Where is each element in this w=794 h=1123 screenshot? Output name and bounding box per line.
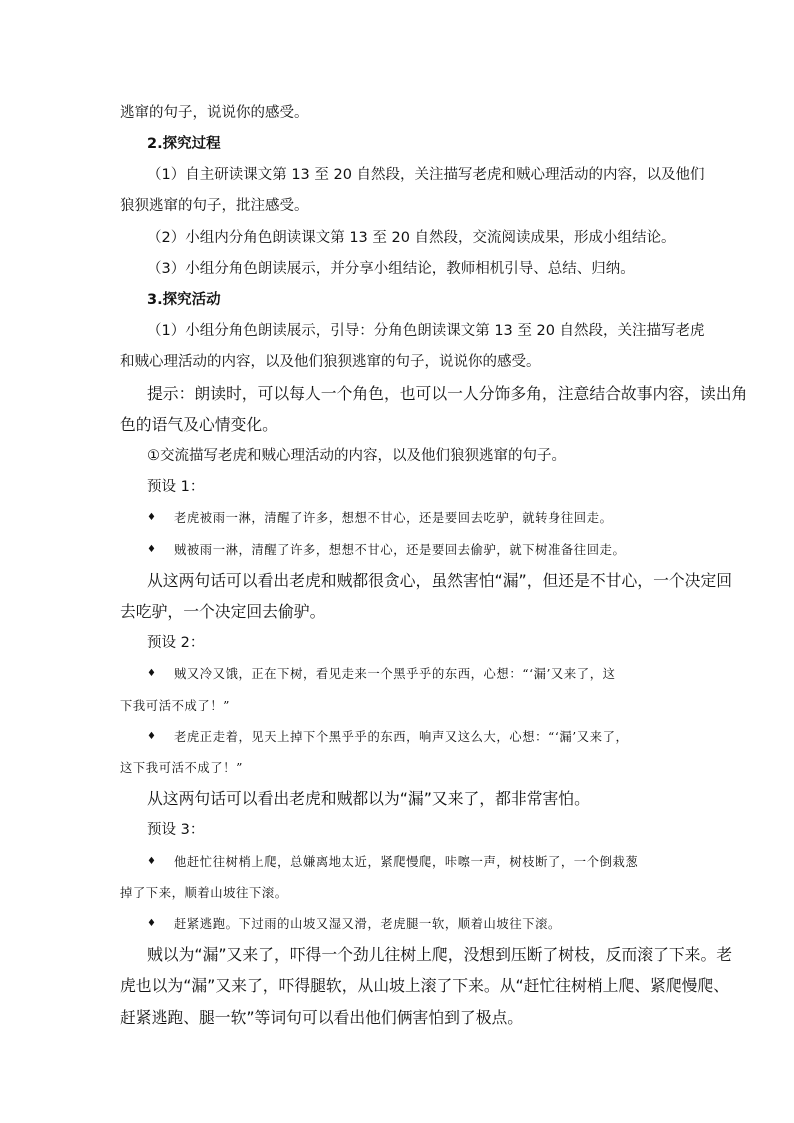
text-line: 虎也以为“漏”又来了，吓得腿软，从山坡上滚了下来。从“赶忙往树梢上爬、紧爬慢爬、 xyxy=(120,976,730,995)
bullet-icon: ♦ xyxy=(147,668,156,679)
quote-line: 老虎正走着，见天上掉下个黑乎乎的东西，响声又这么大，心想：“‘漏’又来了， xyxy=(174,730,629,744)
preset-label: 预设 2： xyxy=(147,635,205,651)
quote-line: 他赶忙往树梢上爬，总嫌离地太近，紧爬慢爬，咔嚓一声，树枝断了，一个倒栽葱 xyxy=(174,855,639,869)
text-line: 从这两句话可以看出老虎和贼都以为“漏”又来了，都非常害怕。 xyxy=(147,789,590,808)
preset-label: 预设 3： xyxy=(147,822,205,838)
quote-line: 赶紧逃跑。下过雨的山坡又湿又滑，老虎腿一软，顺着山坡往下滚。 xyxy=(174,917,561,931)
quote-line: 贼被雨一淋，清醒了许多，想想不甘心，还是要回去偷驴，就下树准备往回走。 xyxy=(174,543,626,557)
quote-line: 贼又冷又饿，正在下树，看见走来一个黑乎乎的东西，心想：“‘漏’又来了，这 xyxy=(174,667,616,681)
text-line: 赶紧逃跑、腿一软”等词句可以看出他们俩害怕到了极点。 xyxy=(120,1008,524,1027)
text-line: （1）自主研读课文第 13 至 20 自然段，关注描写老虎和贼心理活动的内容，以及他们 xyxy=(147,167,705,183)
bullet-icon: ♦ xyxy=(147,544,156,555)
section-heading: 3.探究活动 xyxy=(147,292,221,308)
bullet-icon: ♦ xyxy=(147,512,156,523)
quote-line: 这下我可活不成了！” xyxy=(120,761,243,775)
bullet-icon: ♦ xyxy=(147,731,156,742)
bullet-icon: ♦ xyxy=(147,918,156,929)
text-line: 色的语气及心情变化。 xyxy=(120,415,278,434)
text-line: （3）小组分角色朗读展示，并分享小组结论，教师相机引导、总结、归纳。 xyxy=(147,261,635,277)
quote-line: 下我可活不成了！” xyxy=(120,699,231,713)
quote-line: 老虎被雨一淋，清醒了许多，想想不甘心，还是要回去吃驴，就转身往回走。 xyxy=(174,511,613,525)
text-line: （1）小组分角色朗读展示，引导：分角色朗读课文第 13 至 20 自然段，关注描写老虎 xyxy=(147,323,705,339)
preset-label: 预设 1： xyxy=(147,479,205,495)
text-line: 狼狈逃窜的句子，批注感受。 xyxy=(120,198,309,214)
text-line: ①交流描写老虎和贼心理活动的内容，以及他们狼狈逃窜的句子。 xyxy=(147,448,566,464)
text-line: 从这两句话可以看出老虎和贼都很贪心，虽然害怕“漏”，但还是不甘心，一个决定回 xyxy=(147,571,733,590)
text-line: 去吃驴，一个决定回去偷驴。 xyxy=(120,602,326,621)
text-line: 提示：朗读时，可以每人一个角色，也可以一人分饰多角，注意结合故事内容，读出角 xyxy=(147,384,748,403)
quote-line: 掉了下来，顺着山坡往下滚。 xyxy=(120,886,288,900)
text-line: 贼以为“漏”又来了，吓得一个劲儿往树上爬，没想到压断了树枝，反而滚了下来。老 xyxy=(147,945,733,964)
section-heading: 2.探究过程 xyxy=(147,136,221,152)
text-line: 逃窜的句子，说说你的感受。 xyxy=(120,105,309,121)
bullet-icon: ♦ xyxy=(147,856,156,867)
text-line: 和贼心理活动的内容，以及他们狼狈逃窜的句子，说说你的感受。 xyxy=(120,354,541,370)
text-line: （2）小组内分角色朗读课文第 13 至 20 自然段，交流阅读成果，形成小组结论。 xyxy=(147,230,676,246)
